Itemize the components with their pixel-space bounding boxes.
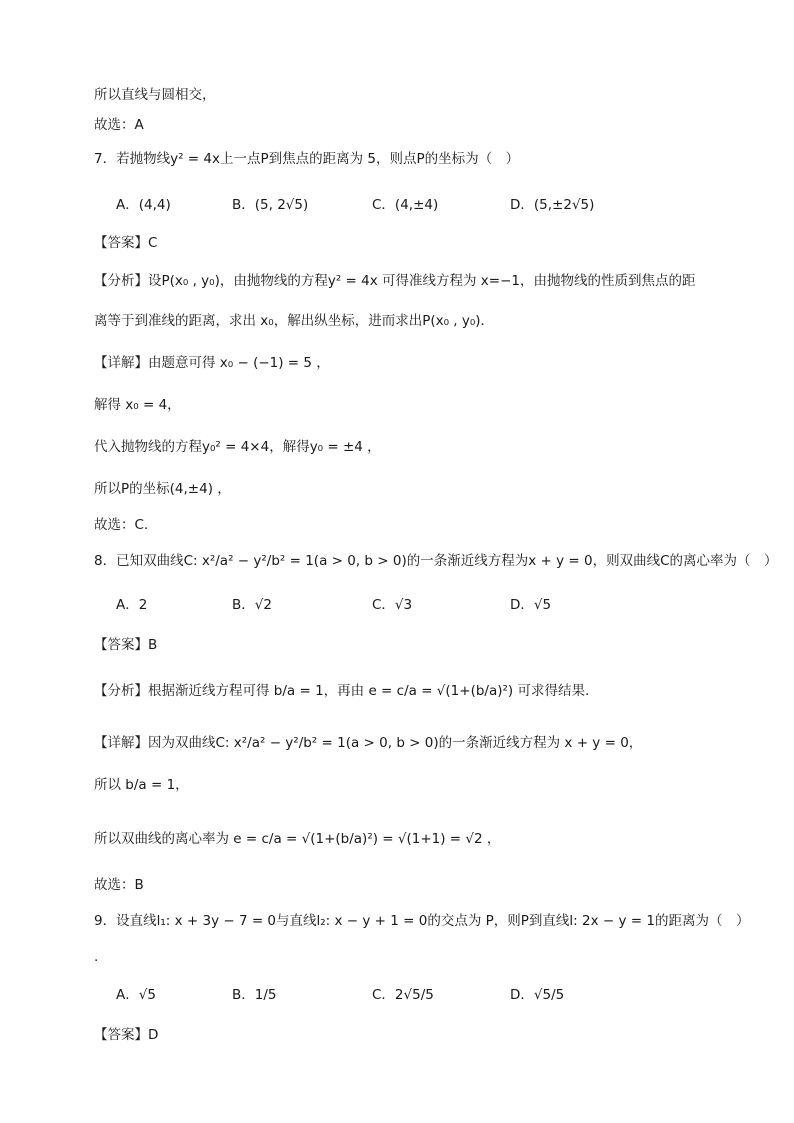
option-c: C．√3 <box>372 597 413 613</box>
option-a: A．2 <box>116 597 148 613</box>
question-9: 9．设直线l₁: x + 3y − 7 = 0与直线l₂: x − y + 1 = 0的交点为 P，则P到直线l: 2x − y = 1的距离为（ ） <box>94 913 750 929</box>
text-line-answer-choice: 故选：A <box>94 117 144 133</box>
solution-line-3: 代入抛物线的方程y₀² = 4×4，解得y₀ = ±4 ， <box>94 439 381 455</box>
option-d: D．√5 <box>510 597 552 613</box>
option-a: A．√5 <box>116 987 156 1003</box>
option-c: C．(4,±4) <box>372 197 439 213</box>
analysis-line-2: 离等于到准线的距离，求出 x₀，解出纵坐标，进而求出P(x₀ , y₀)． <box>94 313 495 329</box>
solution-line-4: 故选：B <box>94 877 144 893</box>
solution-line-5: 故选：C. <box>94 517 149 533</box>
question-7: 7．若抛物线y² = 4x上一点P到焦点的距离为 5，则点P的坐标为（ ） <box>94 151 520 167</box>
solution-line-2: 解得 x₀ = 4， <box>94 397 181 413</box>
analysis-line: 【分析】根据渐近线方程可得 b/a = 1，再由 e = c/a = √(1+(b/a)²) 可求得结果. <box>94 683 590 699</box>
question-8-options <box>116 590 736 620</box>
answer-label: 【答案】C <box>94 235 158 251</box>
option-b: B．√2 <box>232 597 272 613</box>
question-9-options <box>116 980 736 1010</box>
solution-line-2: 所以 b/a = 1， <box>94 777 189 793</box>
question-7-options <box>116 190 736 220</box>
option-b: B．1/5 <box>232 987 277 1003</box>
analysis-line-1: 【分析】设P(x₀ , y₀)，由抛物线的方程y² = 4x 可得准线方程为 x=−1，由抛物线的性质到焦点的距 <box>94 273 696 289</box>
text-line-conclusion: 所以直线与圆相交， <box>94 87 216 103</box>
option-d: D．(5,±2√5) <box>510 197 595 213</box>
option-b: B．(5, 2√5) <box>232 197 309 213</box>
answer-label: 【答案】B <box>94 637 158 653</box>
stray-dot: . <box>94 949 99 965</box>
solution-line-4: 所以P的坐标(4,±4) ， <box>94 481 231 497</box>
solution-line-1: 【详解】因为双曲线C: x²/a² − y²/b² = 1(a > 0, b > 0)的一条渐近线方程为 x + y = 0， <box>94 735 643 751</box>
option-c: C．2√5/5 <box>372 987 434 1003</box>
option-d: D．√5/5 <box>510 987 565 1003</box>
option-a: A．(4,4) <box>116 197 171 213</box>
solution-line-1: 【详解】由题意可得 x₀ − (−1) = 5 ， <box>94 355 330 371</box>
solution-line-3: 所以双曲线的离心率为 e = c/a = √(1+(b/a)²) = √(1+1) = √2 ， <box>94 831 501 847</box>
answer-label: 【答案】D <box>94 1027 159 1043</box>
question-8: 8．已知双曲线C: x²/a² − y²/b² = 1(a > 0, b > 0)的一条渐近线方程为x + y = 0，则双曲线C的离心率为（ ） <box>94 553 778 569</box>
